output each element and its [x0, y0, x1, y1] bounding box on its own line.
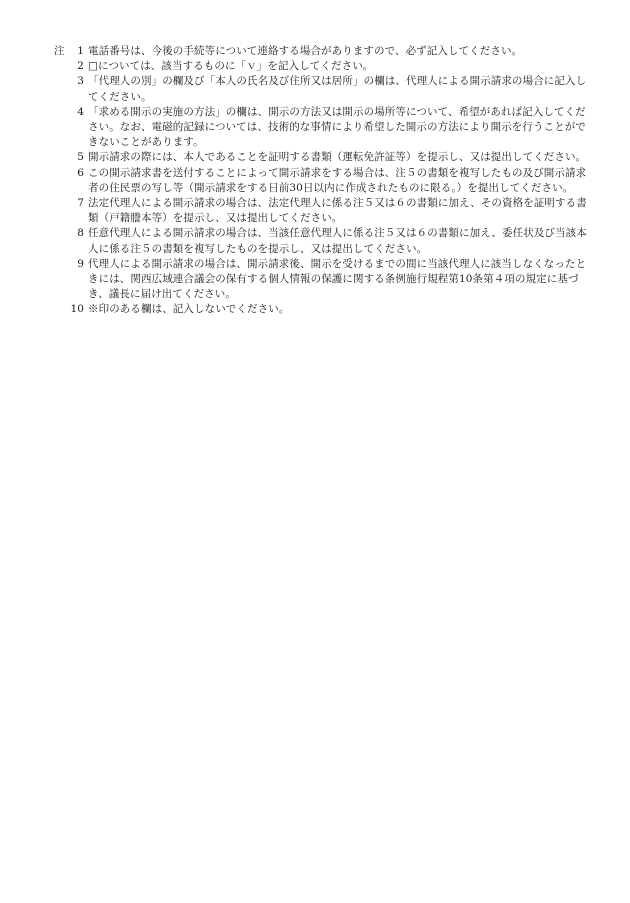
note-text: 「代理人の別」の欄及び「本人の氏名及び住所又は居所」の欄は、代理人による開示請求の場合に記入してください。 — [88, 75, 587, 103]
note-number: 6 — [77, 166, 84, 179]
note-text: 代理人による開示請求の場合は、開示請求後、開示を受けるまでの間に当該代理人に該当しなくなったときには、関西広域連合議会の保有する個人情報の保護に関する条例施行規程第10条第４項の規定に基づき、議長に届け出てください。 — [88, 257, 587, 301]
note-text: 「求める開示の実施の方法」の欄は、開示の方法又は開示の場所等について、希望があれば記入してください。なお、電磁的記録については、技術的な事情により希望した開示の方法により開示を行うことができないことがあります。 — [88, 105, 586, 149]
note-item-3 — [54, 74, 590, 104]
note-text: 開示請求の際には、本人であることを証明する書類（運転免許証等）を提示し、又は提出してください。 — [88, 151, 587, 164]
note-item-6 — [54, 166, 590, 196]
note-number: 7 — [77, 197, 84, 210]
note-text: ※印のある欄は、記入しないでください。 — [88, 303, 290, 316]
note-item-7 — [54, 196, 590, 226]
note-number: 4 — [77, 105, 84, 118]
note-item-4 — [54, 105, 590, 151]
note-text: 電話番号は、今後の手続等について連絡する場合がありますので、必ず記入してください。 — [88, 45, 523, 57]
notes-prefix: 注 — [54, 45, 65, 57]
note-text: この開示請求書を送付することによって開示請求をする場合は、注５の書類を複写したもの及び開示請求者の住民票の写し等（開示請求をする日前30日以内に作成されたものに限る。）を提出してください。 — [88, 166, 587, 194]
note-item-8 — [54, 226, 590, 256]
note-item-1 — [54, 44, 590, 59]
note-text: 法定代理人による開示請求の場合は、法定代理人に係る注５又は６の書類に加え、その資格を証明する書類（戸籍謄本等）を提示し、又は提出してください。 — [88, 197, 587, 225]
note-number: 5 — [77, 151, 84, 164]
note-text: 任意代理人による開示請求の場合は、当該任意代理人に係る注５又は６の書類に加え、委任状及び当該本人に係る注５の書類を複写したものを提示し、又は提出してください。 — [88, 227, 587, 255]
note-item-5 — [54, 150, 590, 165]
note-item-10 — [54, 302, 590, 317]
note-number: 9 — [77, 257, 84, 270]
note-item-9 — [54, 257, 590, 303]
note-number: 2 — [77, 60, 84, 73]
note-text: □については、該当するものに「ｖ」を記入してください。 — [88, 60, 374, 73]
note-number: 3 — [77, 75, 84, 88]
note-item-2 — [54, 59, 590, 74]
note-number: 8 — [77, 227, 84, 240]
notes-list — [54, 44, 590, 318]
note-number: 10 — [70, 303, 84, 316]
note-number: 注 1 — [54, 44, 84, 59]
